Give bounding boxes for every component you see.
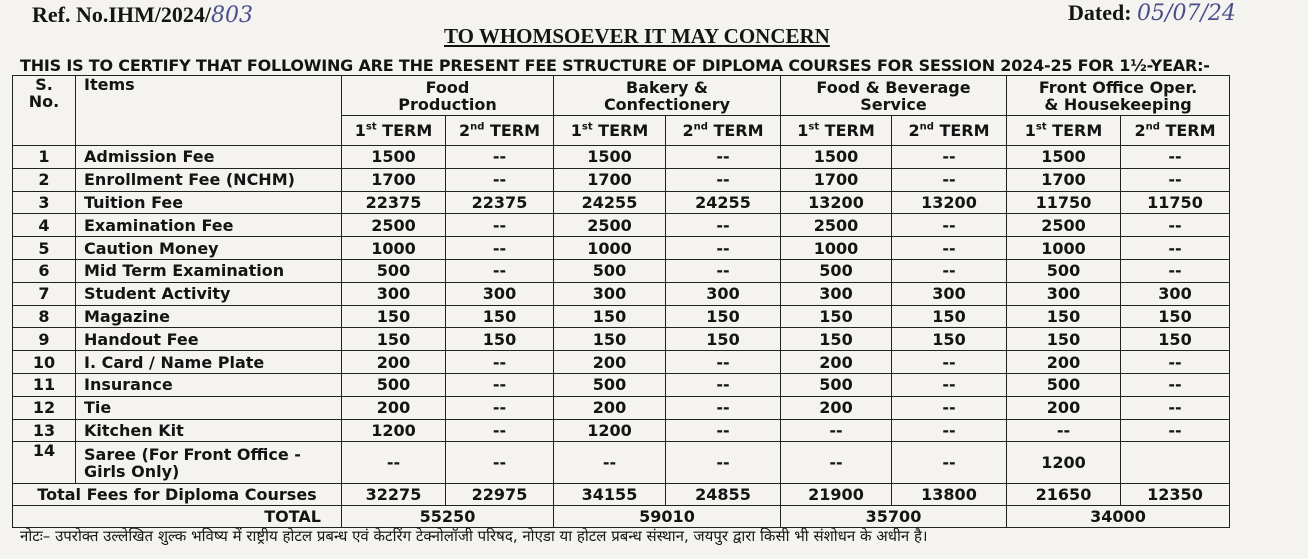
- total-fee-cell: 21650: [1007, 484, 1121, 506]
- fee-cell: --: [892, 442, 1007, 484]
- fee-cell: 150: [781, 328, 892, 351]
- row-sno: 13: [13, 419, 76, 442]
- fee-cell: --: [892, 168, 1007, 191]
- course-header-food-production: [342, 76, 554, 116]
- fee-cell: 150: [342, 328, 446, 351]
- fee-cell: 150: [554, 328, 666, 351]
- reference-handwritten-number: 803: [211, 3, 254, 28]
- fee-cell: 1500: [781, 146, 892, 169]
- row-item: [76, 442, 342, 484]
- footer-note: नोटः– उपरोक्त उल्लेखित शुल्क भविष्य में राष्ट्रीय होटल प्रबन्ध एवं केटरिंग टेक्नोलॉजी परिषद, नोएडा या होटल प्रबन्ध संस्थान, जयपुर द्वारा किसी भी संशोधन के अधीन है।: [20, 527, 928, 545]
- row-sno: 8: [13, 305, 76, 328]
- term-number: 2: [458, 121, 471, 140]
- term-suffix: nd: [919, 121, 934, 133]
- row-item: Mid Term Examination: [76, 259, 342, 282]
- fee-cell: 300: [342, 282, 446, 305]
- term-word: TERM: [933, 121, 990, 140]
- grand-total-cell: 55250: [342, 506, 554, 528]
- row-item: Insurance: [76, 373, 342, 396]
- total-fee-cell: 32275: [342, 484, 446, 506]
- fee-cell: --: [666, 396, 781, 419]
- fee-cell: 1000: [342, 237, 446, 260]
- fee-cell: 1500: [1007, 146, 1121, 169]
- row-item: Tie: [76, 396, 342, 419]
- fee-cell: --: [666, 146, 781, 169]
- course-header-food-beverage: [781, 76, 1007, 116]
- term-word: TERM: [592, 121, 649, 140]
- term-word: TERM: [376, 121, 433, 140]
- total-fees-label: Total Fees for Diploma Courses: [13, 484, 342, 506]
- row-item: Enrollment Fee (NCHM): [76, 168, 342, 191]
- fee-cell: 500: [1007, 373, 1121, 396]
- fee-cell: 150: [892, 328, 1007, 351]
- term-number: 1: [1024, 121, 1036, 140]
- fee-cell: 1700: [554, 168, 666, 191]
- fee-cell: 1200: [342, 419, 446, 442]
- fee-cell: 200: [781, 396, 892, 419]
- term-word: TERM: [819, 121, 875, 140]
- fee-cell: --: [446, 351, 554, 374]
- fee-cell: --: [892, 419, 1007, 442]
- fee-cell: 13200: [892, 191, 1007, 214]
- term-suffix: nd: [1145, 121, 1160, 133]
- fee-row: [13, 146, 1230, 169]
- fee-row: [13, 442, 1230, 484]
- fee-cell: 1700: [342, 168, 446, 191]
- total-fees-row: [13, 484, 1230, 506]
- second-term-header: [1121, 116, 1230, 146]
- fee-cell: 300: [1007, 282, 1121, 305]
- fee-cell: 150: [1121, 305, 1230, 328]
- fee-cell: [1121, 442, 1230, 484]
- fee-cell: 2500: [342, 214, 446, 237]
- fee-cell: 200: [1007, 351, 1121, 374]
- row-sno: 4: [13, 214, 76, 237]
- first-term-header: [554, 116, 666, 146]
- fee-cell: 500: [1007, 259, 1121, 282]
- term-number: 2: [908, 121, 920, 140]
- grand-total-cell: 35700: [781, 506, 1007, 528]
- fee-cell: 2500: [554, 214, 666, 237]
- term-word: TERM: [707, 121, 764, 140]
- fee-cell: --: [1121, 146, 1230, 169]
- fee-cell: 200: [781, 351, 892, 374]
- certify-statement: THIS IS TO CERTIFY THAT FOLLOWING ARE THE PRESENT FEE STRUCTURE OF DIPLOMA COURSES FOR SESSION 2024-25 FOR 1½-YEAR:-: [20, 56, 1210, 75]
- row-item: Kitchen Kit: [76, 419, 342, 442]
- course-line1: Front Office Oper.: [1038, 77, 1198, 97]
- row-item: Admission Fee: [76, 146, 342, 169]
- fee-cell: 13200: [781, 191, 892, 214]
- course-line2: & Housekeeping: [1044, 94, 1192, 114]
- fee-cell: --: [446, 396, 554, 419]
- row-sno: 6: [13, 259, 76, 282]
- term-number: 2: [1134, 121, 1146, 140]
- fee-cell: 300: [446, 282, 554, 305]
- term-number: 2: [682, 121, 694, 140]
- fee-cell: 150: [666, 328, 781, 351]
- fee-cell: 150: [666, 305, 781, 328]
- fee-cell: --: [446, 373, 554, 396]
- fee-cell: --: [446, 146, 554, 169]
- fee-cell: --: [1121, 214, 1230, 237]
- fee-cell: 2500: [781, 214, 892, 237]
- total-fee-cell: 12350: [1121, 484, 1230, 506]
- fee-cell: 150: [446, 305, 554, 328]
- grand-total-row: [13, 506, 1230, 528]
- dated-handwritten-value: 05/07/24: [1137, 1, 1236, 26]
- fee-cell: --: [892, 237, 1007, 260]
- row-item: Caution Money: [76, 237, 342, 260]
- fee-cell: 1000: [781, 237, 892, 260]
- fee-cell: --: [666, 259, 781, 282]
- fee-cell: --: [1121, 419, 1230, 442]
- first-term-header: [342, 116, 446, 146]
- row-sno: 14: [13, 442, 76, 484]
- term-suffix: st: [808, 121, 820, 133]
- fee-cell: --: [446, 168, 554, 191]
- fee-cell: --: [1121, 373, 1230, 396]
- first-term-header: [781, 116, 892, 146]
- course-line1: Bakery &: [626, 77, 708, 97]
- fee-row: [13, 328, 1230, 351]
- fee-cell: 300: [1121, 282, 1230, 305]
- fee-cell: 500: [554, 373, 666, 396]
- grand-total-label: TOTAL: [13, 506, 342, 528]
- fee-cell: 22375: [446, 191, 554, 214]
- fee-cell: --: [1007, 419, 1121, 442]
- fee-cell: 150: [342, 305, 446, 328]
- term-number: 1: [797, 121, 809, 140]
- row-item-line2: Girls Only): [84, 461, 180, 481]
- fee-cell: 150: [446, 328, 554, 351]
- second-term-header: [446, 116, 554, 146]
- total-fee-cell: 22975: [446, 484, 554, 506]
- fee-cell: 1700: [1007, 168, 1121, 191]
- term-word: TERM: [1159, 121, 1216, 140]
- fee-cell: 150: [781, 305, 892, 328]
- row-sno: 12: [13, 396, 76, 419]
- fee-row: [13, 396, 1230, 419]
- fee-cell: 150: [1007, 305, 1121, 328]
- fee-structure-table: [12, 75, 1230, 528]
- fee-cell: 24255: [554, 191, 666, 214]
- row-item-line1: Saree (For Front Office -: [84, 444, 301, 464]
- fee-cell: 24255: [666, 191, 781, 214]
- fee-cell: --: [892, 146, 1007, 169]
- fee-row: [13, 214, 1230, 237]
- row-sno: 2: [13, 168, 76, 191]
- row-item: Tuition Fee: [76, 191, 342, 214]
- term-word: TERM: [484, 121, 541, 140]
- fee-cell: --: [666, 168, 781, 191]
- fee-cell: 11750: [1121, 191, 1230, 214]
- sno-header: [13, 76, 76, 146]
- document-title: TO WHOMSOEVER IT MAY CONCERN: [444, 24, 830, 48]
- fee-cell: 1700: [781, 168, 892, 191]
- fee-row: [13, 259, 1230, 282]
- reference-number: [32, 2, 253, 28]
- row-sno: 7: [13, 282, 76, 305]
- row-item: Handout Fee: [76, 328, 342, 351]
- fee-cell: --: [781, 419, 892, 442]
- fee-cell: 200: [554, 351, 666, 374]
- fee-cell: 1000: [554, 237, 666, 260]
- term-suffix: st: [1035, 121, 1047, 133]
- fee-cell: --: [1121, 396, 1230, 419]
- first-term-header: [1007, 116, 1121, 146]
- fee-row: [13, 191, 1230, 214]
- row-item: I. Card / Name Plate: [76, 351, 342, 374]
- row-item: Magazine: [76, 305, 342, 328]
- course-header-row: [13, 76, 1230, 116]
- term-number: 1: [354, 121, 366, 140]
- total-fee-cell: 13800: [892, 484, 1007, 506]
- fee-cell: 500: [781, 373, 892, 396]
- row-item: Examination Fee: [76, 214, 342, 237]
- sno-header-text: S. No.: [28, 75, 60, 111]
- fee-row: [13, 419, 1230, 442]
- row-sno: 10: [13, 351, 76, 374]
- fee-cell: 150: [1121, 328, 1230, 351]
- fee-cell: 500: [342, 373, 446, 396]
- fee-cell: --: [666, 351, 781, 374]
- fee-cell: 300: [554, 282, 666, 305]
- second-term-header: [666, 116, 781, 146]
- fee-cell: --: [554, 442, 666, 484]
- term-suffix: st: [581, 121, 593, 133]
- fee-cell: 11750: [1007, 191, 1121, 214]
- fee-cell: --: [892, 259, 1007, 282]
- total-fee-cell: 34155: [554, 484, 666, 506]
- fee-cell: 150: [1007, 328, 1121, 351]
- fee-cell: 200: [342, 396, 446, 419]
- row-sno: 1: [13, 146, 76, 169]
- row-sno: 5: [13, 237, 76, 260]
- fee-cell: 1500: [342, 146, 446, 169]
- fee-cell: 150: [554, 305, 666, 328]
- fee-cell: 2500: [1007, 214, 1121, 237]
- total-fee-cell: 24855: [666, 484, 781, 506]
- course-line1: Food & Beverage: [816, 77, 971, 97]
- fee-cell: --: [892, 373, 1007, 396]
- fee-row: [13, 373, 1230, 396]
- grand-total-cell: 34000: [1007, 506, 1230, 528]
- fee-cell: --: [892, 396, 1007, 419]
- fee-cell: 1200: [1007, 442, 1121, 484]
- fee-cell: 22375: [342, 191, 446, 214]
- fee-cell: --: [666, 442, 781, 484]
- reference-label: Ref. No.IHM/2024/: [32, 2, 212, 27]
- grand-total-cell: 59010: [554, 506, 781, 528]
- fee-cell: --: [1121, 168, 1230, 191]
- fee-cell: --: [342, 442, 446, 484]
- fee-cell: --: [446, 237, 554, 260]
- fee-cell: 1000: [1007, 237, 1121, 260]
- fee-cell: 1200: [554, 419, 666, 442]
- fee-cell: 150: [892, 305, 1007, 328]
- second-term-header: [892, 116, 1007, 146]
- course-line1: Food: [425, 77, 470, 97]
- fee-cell: --: [446, 442, 554, 484]
- course-line2: Service: [860, 94, 927, 114]
- term-suffix: nd: [470, 121, 485, 133]
- fee-cell: --: [892, 351, 1007, 374]
- fee-cell: --: [892, 214, 1007, 237]
- course-header-front-office: [1007, 76, 1230, 116]
- fee-cell: --: [446, 259, 554, 282]
- row-sno: 11: [13, 373, 76, 396]
- course-line2: Production: [398, 94, 497, 114]
- term-suffix: nd: [693, 121, 708, 133]
- fee-cell: 500: [342, 259, 446, 282]
- fee-cell: 300: [666, 282, 781, 305]
- date-line: [1068, 0, 1236, 26]
- fee-cell: --: [666, 214, 781, 237]
- term-number: 1: [570, 121, 582, 140]
- row-sno: 3: [13, 191, 76, 214]
- fee-cell: --: [781, 442, 892, 484]
- dated-label: Dated:: [1068, 0, 1132, 25]
- fee-cell: --: [666, 373, 781, 396]
- fee-row: [13, 168, 1230, 191]
- fee-cell: 200: [342, 351, 446, 374]
- items-header: Items: [76, 76, 342, 146]
- row-sno: 9: [13, 328, 76, 351]
- fee-cell: 200: [1007, 396, 1121, 419]
- fee-cell: --: [1121, 237, 1230, 260]
- term-word: TERM: [1046, 121, 1103, 140]
- fee-cell: --: [666, 237, 781, 260]
- fee-cell: 500: [554, 259, 666, 282]
- fee-cell: --: [446, 419, 554, 442]
- total-fee-cell: 21900: [781, 484, 892, 506]
- fee-cell: --: [446, 214, 554, 237]
- fee-row: [13, 305, 1230, 328]
- fee-cell: 200: [554, 396, 666, 419]
- fee-cell: 1500: [554, 146, 666, 169]
- term-suffix: st: [365, 121, 377, 133]
- course-line2: Confectionery: [603, 94, 731, 114]
- fee-cell: --: [666, 419, 781, 442]
- fee-cell: 300: [892, 282, 1007, 305]
- fee-row: [13, 351, 1230, 374]
- fee-row: [13, 282, 1230, 305]
- row-item: Student Activity: [76, 282, 342, 305]
- fee-cell: 300: [781, 282, 892, 305]
- course-header-bakery: [554, 76, 781, 116]
- fee-row: [13, 237, 1230, 260]
- fee-cell: --: [1121, 259, 1230, 282]
- fee-cell: --: [1121, 351, 1230, 374]
- fee-cell: 500: [781, 259, 892, 282]
